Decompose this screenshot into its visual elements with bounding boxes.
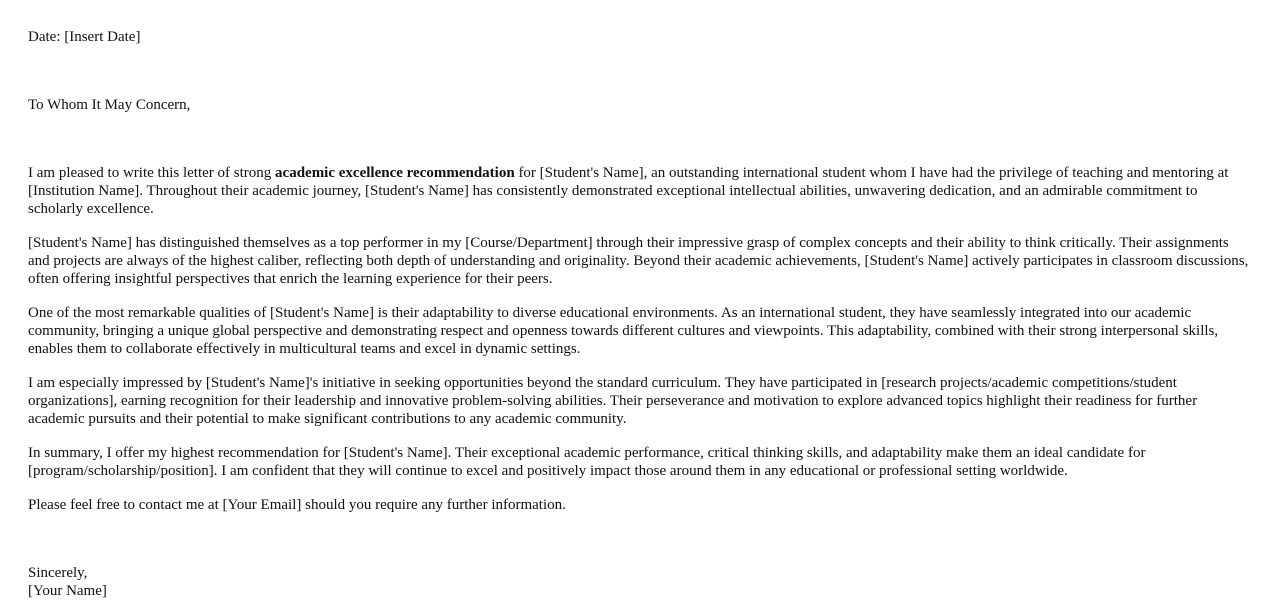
paragraph-gap: [28, 358, 1250, 374]
paragraph-gap: [28, 480, 1250, 496]
paragraph-intro: [28, 164, 1250, 218]
spacer: [28, 46, 1250, 96]
paragraph-gap: [28, 428, 1250, 444]
paragraph-summary: In summary, I offer my highest recommendation for [Student's Name]. Their exceptional academic performance, critical thinking skills, and adaptability make them an ideal candidate for [program/scholarship/position]. I am confident that they will continue to excel and positively impact those around them in any educational or professional setting worldwide.: [28, 445, 1146, 479]
paragraph-gap: [28, 288, 1250, 304]
signature: [Your Name]: [28, 583, 107, 599]
spacer: [28, 514, 1250, 564]
paragraph-initiative: I am especially impressed by [Student's Name]'s initiative in seeking opportunities beyond the standard curriculum. They have participated in [research projects/academic competitions/student organizations], earning recognition for their leadership and innovative problem-solving abilities. Their perseverance and motivation to explore advanced topics highlight their readiness for further academic pursuits and their potential to make significant contributions to any academic community.: [28, 375, 1198, 427]
salutation: To Whom It May Concern,: [28, 97, 191, 113]
recommendation-letter: [28, 28, 1250, 600]
closing: Sincerely,: [28, 565, 88, 581]
paragraph-intro-text-end: for [Student's Name], an outstanding international student whom I have had the privilege of teaching and mentoring at [Institution Name]. Throughout their academic journey, [Student's Name] has consistently demonstrated exceptional intellectual abilities, unwavering dedication, and an admirable commitment to scholarly excellence.: [28, 165, 1229, 217]
paragraph-gap: [28, 218, 1250, 234]
paragraph-performance: [Student's Name] has distinguished themselves as a top performer in my [Course/Department] through their impressive grasp of complex concepts and their ability to think critically. Their assignments and projects are always of the highest caliber, reflecting both depth of understanding and originality. Beyond their academic achievements, [Student's Name] actively participates in classroom discussions, often offering insightful perspectives that enrich the learning experience for their peers.: [28, 235, 1249, 287]
paragraph-contact: Please feel free to contact me at [Your Email] should you require any further information.: [28, 497, 566, 513]
paragraph-adaptability: One of the most remarkable qualities of [Student's Name] is their adaptability to diverse educational environments. As an international student, they have seamlessly integrated into our academic community, bringing a unique global perspective and demonstrating respect and openness towards different cultures and viewpoints. This adaptability, combined with their strong interpersonal skills, enables them to collaborate effectively in multicultural teams and excel in dynamic settings.: [28, 305, 1219, 357]
emphasized-phrase: academic excellence recommendation: [275, 165, 515, 181]
spacer: [28, 114, 1250, 164]
paragraph-intro-text-start: I am pleased to write this letter of strong: [28, 165, 276, 181]
letter-date: Date: [Insert Date]: [28, 29, 141, 45]
